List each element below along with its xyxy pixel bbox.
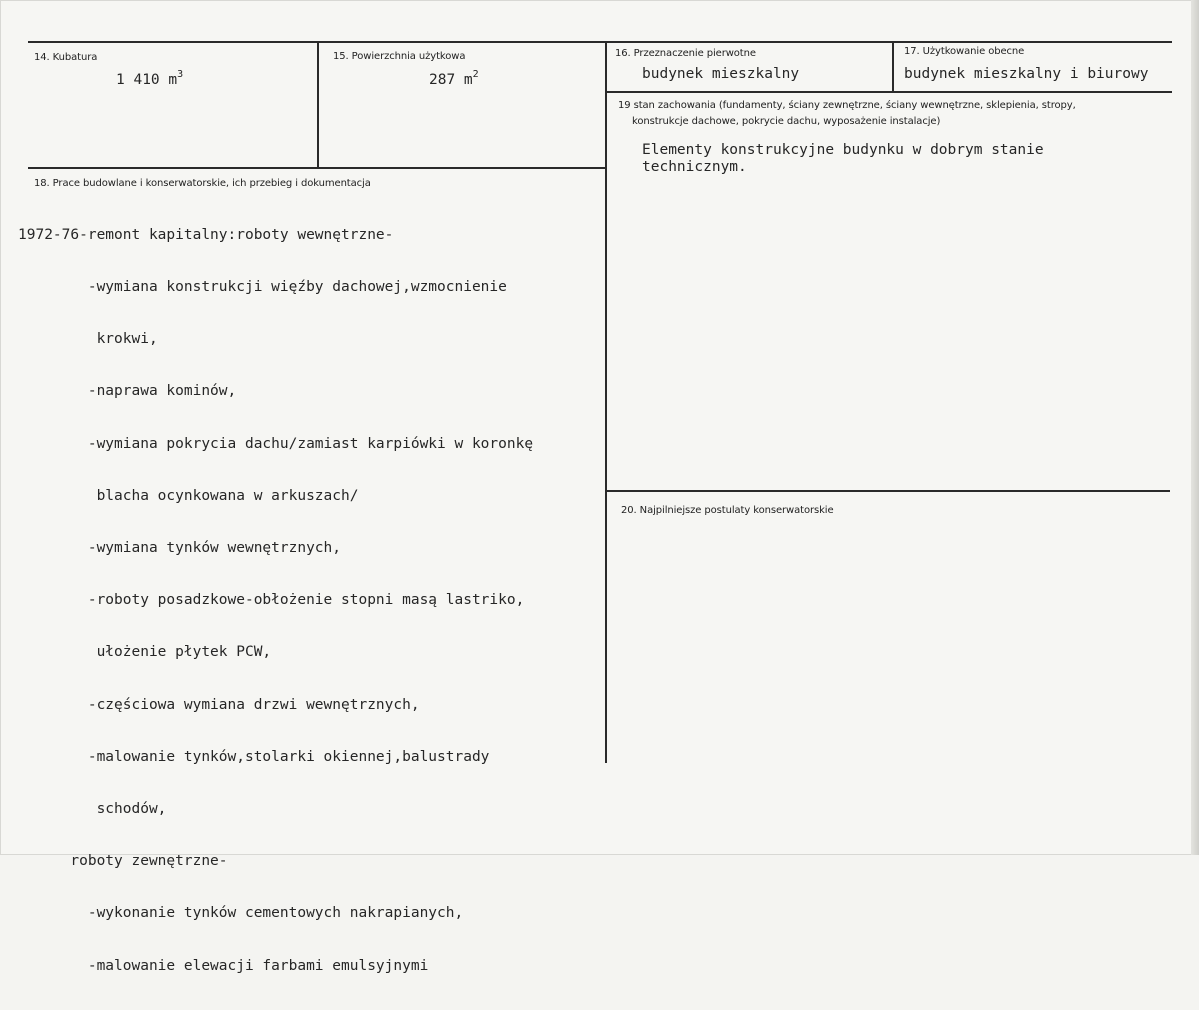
field-19-label-line1: 19 stan zachowania (fundamenty, ściany zewnętrzne, ściany wewnętrzne, sklepienia, stropy,: [618, 100, 1076, 111]
field-15-exponent: 2: [472, 69, 479, 80]
works-line: -roboty posadzkowe-obłożenie stopni masą lastriko,: [18, 592, 525, 609]
scan-edge: [1191, 0, 1199, 855]
field-18-label: 18. Prace budowlane i konserwatorskie, ich przebieg i dokumentacja: [34, 178, 371, 189]
works-line: ułożenie płytek PCW,: [18, 644, 272, 661]
works-line: -wykonanie tynków cementowych nakrapianych,: [18, 905, 464, 922]
rule-top: [28, 41, 1172, 43]
works-line: blacha ocynkowana w arkuszach/: [18, 487, 359, 504]
works-line: roboty zewnętrzne-: [18, 853, 228, 870]
field-15-number: 287 m: [429, 72, 473, 88]
divider-14-15: [317, 41, 319, 168]
rule-mid-right-top: [606, 91, 1172, 93]
rule-mid-right-bottom: [606, 490, 1170, 492]
works-line: -częściowa wymiana drzwi wewnętrznych,: [18, 696, 420, 713]
field-17-label: 17. Użytkowanie obecne: [904, 46, 1025, 57]
field-14-label: 14. Kubatura: [34, 52, 98, 63]
field-16-value: budynek mieszkalny: [642, 66, 800, 82]
divider-16-17: [892, 41, 894, 92]
field-18-works-list: [18, 192, 533, 1010]
works-line: -naprawa kominów,: [18, 383, 237, 400]
works-line: 1972-76-remont kapitalny:roboty wewnętrzne-: [18, 226, 394, 243]
field-15-label: 15. Powierzchnia użytkowa: [333, 51, 466, 62]
field-14-exponent: 3: [177, 69, 184, 80]
divider-main: [605, 41, 607, 763]
field-15-value: [429, 66, 479, 89]
works-line: -wymiana konstrukcji więźby dachowej,wzmocnienie: [18, 279, 507, 296]
works-line: -wymiana tynków wewnętrznych,: [18, 540, 342, 557]
field-19-label-line2: konstrukcje dachowe, pokrycie dachu, wyposażenie instalacje): [632, 116, 941, 127]
field-17-value: budynek mieszkalny i biurowy: [904, 66, 1149, 82]
field-19-value-line2: technicznym.: [642, 159, 747, 175]
works-line: schodów,: [18, 801, 167, 818]
field-20-label: 20. Najpilniejsze postulaty konserwatorskie: [621, 505, 834, 516]
works-line: krokwi,: [18, 331, 158, 348]
works-line: -malowanie tynków,stolarki okiennej,balustrady: [18, 748, 490, 765]
field-19-value-line1: Elementy konstrukcyjne budynku w dobrym stanie: [642, 142, 1044, 158]
field-14-number: 1 410 m: [116, 72, 178, 88]
works-line: -malowanie elewacji farbami emulsyjnymi: [18, 957, 429, 974]
works-line: -wymiana pokrycia dachu/zamiast karpiówki w koronkę: [18, 435, 534, 452]
field-14-value: [116, 66, 183, 89]
field-16-label: 16. Przeznaczenie pierwotne: [615, 48, 756, 59]
